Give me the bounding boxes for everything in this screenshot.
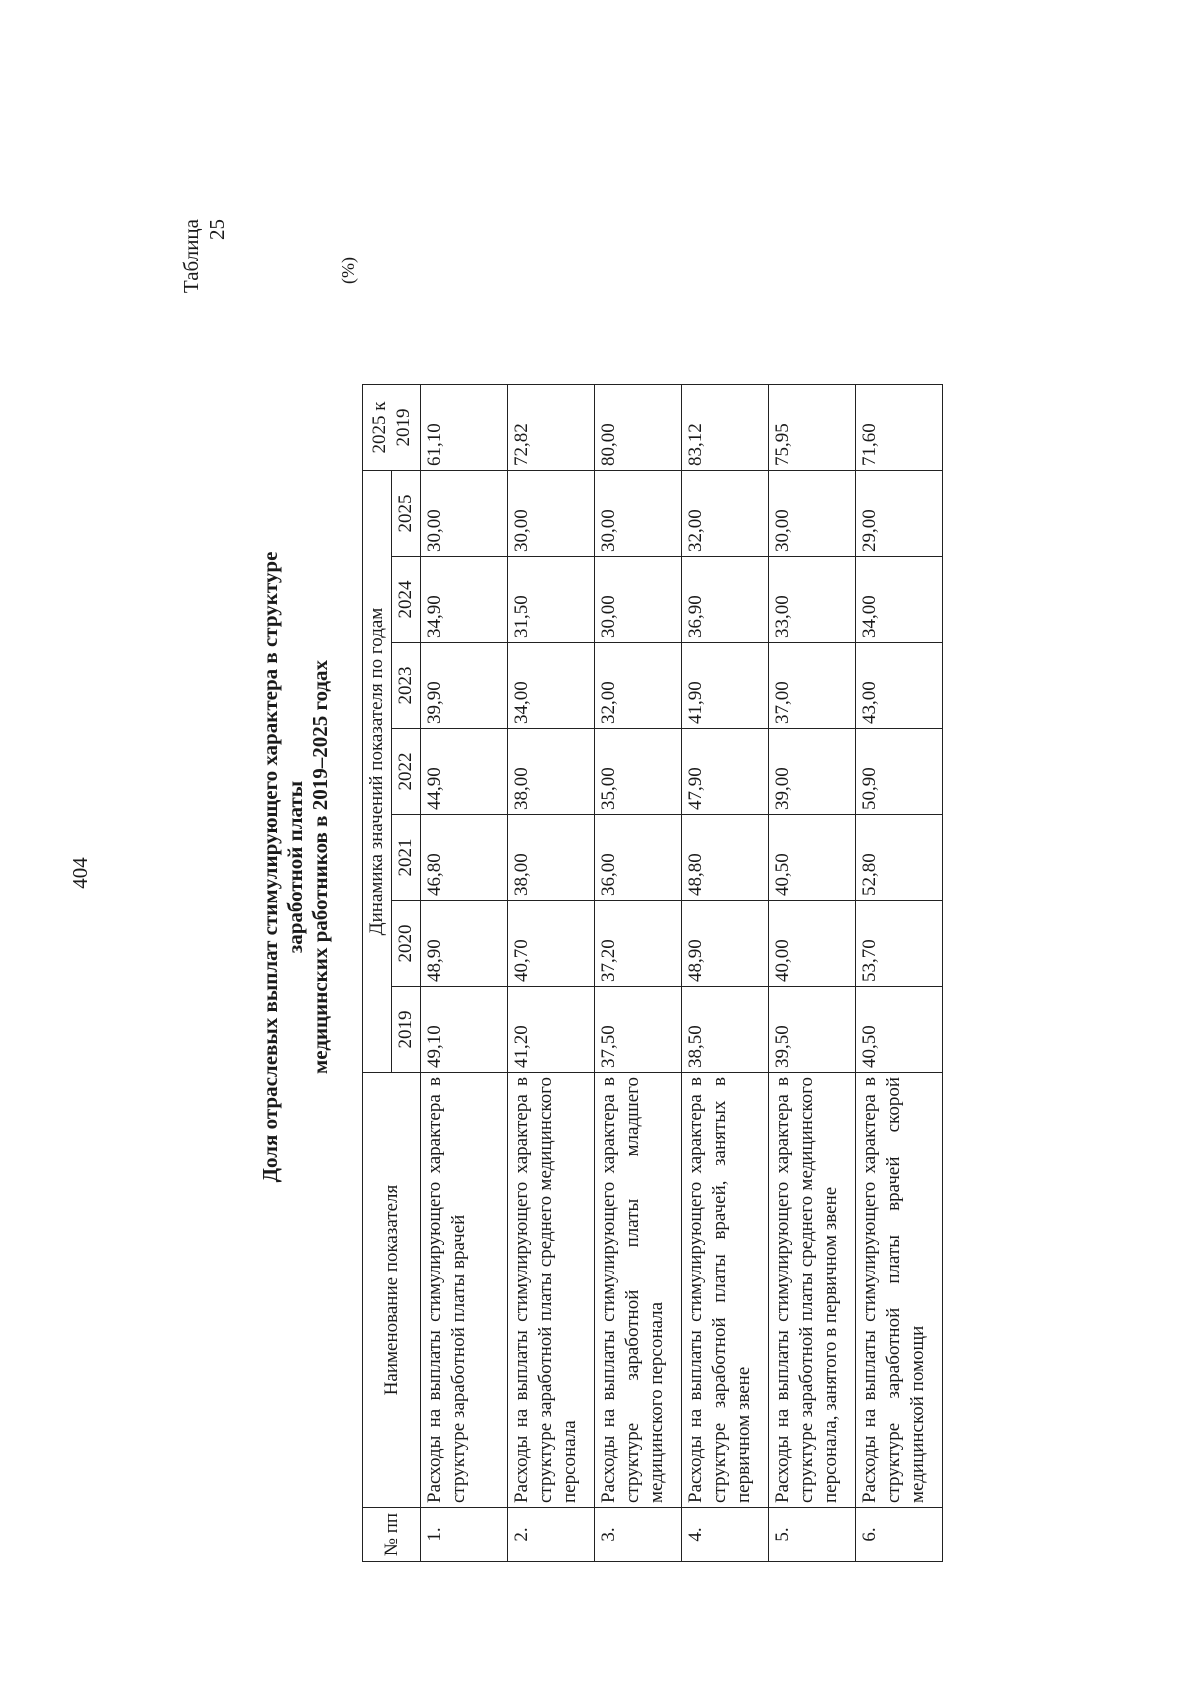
- row-name: Расходы на выплаты стимулирующего характера в структуре заработной платы врачей скорой медицинской помощи: [856, 1073, 943, 1508]
- row-value: 44,90: [421, 729, 508, 815]
- row-value: 38,00: [508, 729, 595, 815]
- indicator-table: [362, 384, 943, 1562]
- header-num: № пп: [363, 1508, 421, 1562]
- row-value: 30,00: [769, 471, 856, 557]
- unit-label: (%): [338, 257, 358, 284]
- row-value: 41,20: [508, 987, 595, 1073]
- row-number: 6.: [856, 1508, 943, 1562]
- row-value: 43,00: [856, 643, 943, 729]
- row-name: Расходы на выплаты стимулирующего характера в структуре заработной платы врачей, занятых в первичном звене: [682, 1073, 769, 1508]
- row-value: 30,00: [595, 471, 682, 557]
- row-value: 30,00: [595, 557, 682, 643]
- row-value: 31,50: [508, 557, 595, 643]
- row-number: 4.: [682, 1508, 769, 1562]
- row-value: 40,00: [769, 901, 856, 987]
- row-value: 34,00: [856, 557, 943, 643]
- header-year: 2020: [392, 901, 421, 987]
- table-row: [682, 385, 769, 1562]
- table-row: [421, 385, 508, 1562]
- row-value: 46,80: [421, 815, 508, 901]
- row-ratio: 80,00: [595, 385, 682, 471]
- row-value: 50,90: [856, 729, 943, 815]
- page-number: 404: [68, 857, 92, 889]
- row-value: 37,00: [769, 643, 856, 729]
- row-value: 36,90: [682, 557, 769, 643]
- table-row: [769, 385, 856, 1562]
- header-year: 2022: [392, 729, 421, 815]
- row-name: Расходы на выплаты стимулирующего характера в структуре заработной платы среднего медицинского персонала, занятого в первичном звене: [769, 1073, 856, 1508]
- row-number: 1.: [421, 1508, 508, 1562]
- row-value: 38,00: [508, 815, 595, 901]
- header-year: 2024: [392, 557, 421, 643]
- table-label-word: Таблица: [179, 219, 203, 294]
- row-value: 33,00: [769, 557, 856, 643]
- row-value: 37,50: [595, 987, 682, 1073]
- table-label-number: 25: [205, 219, 229, 240]
- row-value: 41,90: [682, 643, 769, 729]
- row-value: 40,50: [856, 987, 943, 1073]
- row-value: 30,00: [508, 471, 595, 557]
- document-title: [258, 507, 333, 1227]
- header-year: 2019: [392, 987, 421, 1073]
- row-value: 48,90: [682, 901, 769, 987]
- header-year: 2021: [392, 815, 421, 901]
- header-name: Наименование показателя: [363, 1073, 421, 1508]
- header-ratio: 2025 к 2019: [363, 385, 421, 471]
- row-name: Расходы на выплаты стимулирующего характера в структуре заработной платы среднего медицинского персонала: [508, 1073, 595, 1508]
- row-value: 53,70: [856, 901, 943, 987]
- row-value: 34,00: [508, 643, 595, 729]
- row-value: 34,90: [421, 557, 508, 643]
- row-value: 32,00: [682, 471, 769, 557]
- row-value: 48,80: [682, 815, 769, 901]
- row-value: 39,50: [769, 987, 856, 1073]
- row-value: 40,50: [769, 815, 856, 901]
- row-value: 35,00: [595, 729, 682, 815]
- row-ratio: 71,60: [856, 385, 943, 471]
- title-line-1: Доля отраслевых выплат стимулирующего характера в структуре заработной платы: [258, 551, 307, 1183]
- row-value: 47,90: [682, 729, 769, 815]
- row-value: 30,00: [421, 471, 508, 557]
- row-value: 38,50: [682, 987, 769, 1073]
- row-ratio: 83,12: [682, 385, 769, 471]
- row-value: 37,20: [595, 901, 682, 987]
- table-label: [178, 219, 230, 319]
- table-row: [595, 385, 682, 1562]
- row-value: 32,00: [595, 643, 682, 729]
- row-ratio: 75,95: [769, 385, 856, 471]
- header-row-1: [363, 385, 392, 1562]
- row-value: 40,70: [508, 901, 595, 987]
- header-year: 2025: [392, 471, 421, 557]
- row-name: Расходы на выплаты стимулирующего характера в структуре заработной платы младшего медицинского персонала: [595, 1073, 682, 1508]
- row-name: Расходы на выплаты стимулирующего характера в структуре заработной платы врачей: [421, 1073, 508, 1508]
- row-value: 52,80: [856, 815, 943, 901]
- row-value: 36,00: [595, 815, 682, 901]
- row-value: 39,90: [421, 643, 508, 729]
- row-number: 5.: [769, 1508, 856, 1562]
- table-row: [856, 385, 943, 1562]
- title-line-2: медицинских работников в 2019–2025 годах: [308, 659, 332, 1075]
- row-ratio: 61,10: [421, 385, 508, 471]
- table-row: [508, 385, 595, 1562]
- row-value: 29,00: [856, 471, 943, 557]
- row-value: 48,90: [421, 901, 508, 987]
- row-value: 39,00: [769, 729, 856, 815]
- row-number: 3.: [595, 1508, 682, 1562]
- header-dynamics: Динамика значений показателя по годам: [363, 471, 392, 1073]
- row-value: 49,10: [421, 987, 508, 1073]
- row-number: 2.: [508, 1508, 595, 1562]
- row-ratio: 72,82: [508, 385, 595, 471]
- header-year: 2023: [392, 643, 421, 729]
